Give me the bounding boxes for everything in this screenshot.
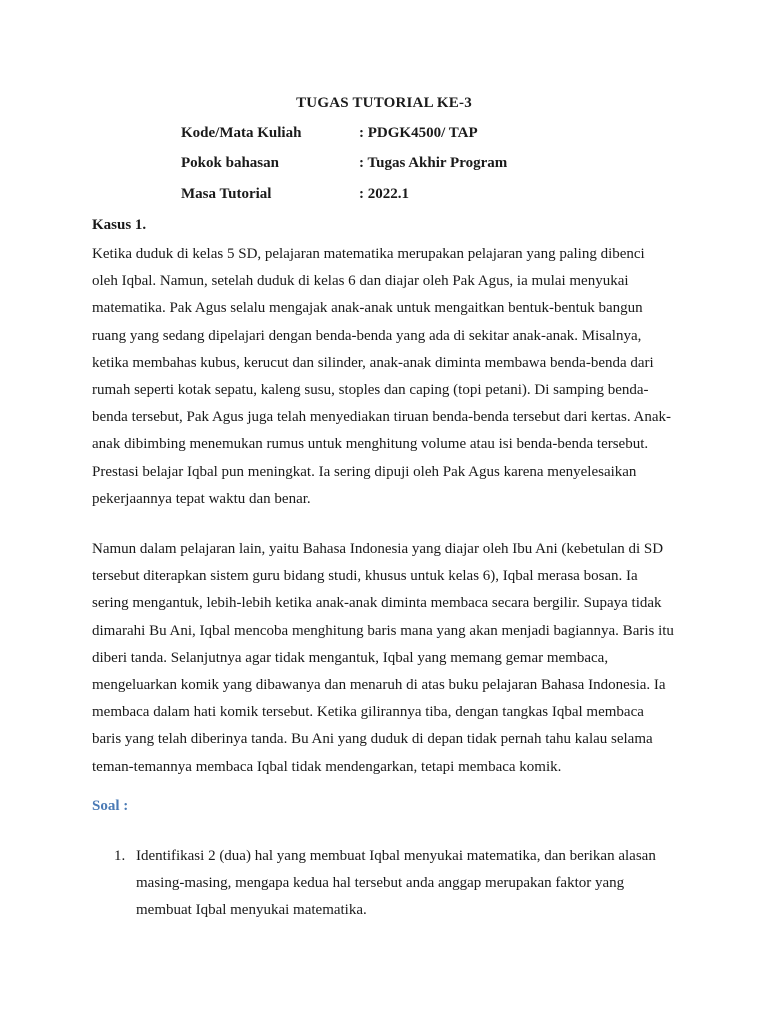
- paragraph-line: membaca dalam hati komik tersebut. Ketika gilirannya tiba, dengan tangkas Iqbal membaca: [92, 704, 644, 721]
- paragraph-line: benda tersebut, Pak Agus juga telah menyediakan tiruan benda-benda tersebut dari kertas. Anak-: [92, 409, 671, 426]
- paragraph-line: matematika. Pak Agus selalu mengajak anak-anak untuk mengaitkan bentuk-bentuk bangun: [92, 300, 643, 317]
- paragraph-line: rumah seperti kotak sepatu, kaleng susu, stoples dan caping (topi petani). Di samping benda-: [92, 381, 649, 398]
- paragraph-line: anak dibimbing menemukan rumus untuk menghitung volume atau isi benda-benda tersebut.: [92, 436, 649, 453]
- paragraph-case-2: [92, 536, 692, 781]
- paragraph-line: diberi tanda. Selanjutnya agar tidak mengantuk, Iqbal yang memang gemar membaca,: [92, 649, 609, 666]
- paragraph-line: Namun dalam pelajaran lain, yaitu Bahasa Indonesia yang diajar oleh Ibu Ani (kebetulan di SD: [92, 541, 664, 557]
- question-number: 1.: [114, 848, 126, 864]
- paragraph-line: mengeluarkan komik yang dibawanya dan menaruh di atas buku pelajaran Bahasa Indonesia. Ia: [92, 676, 666, 693]
- paragraph-case-1: [92, 241, 692, 513]
- meta-label: Kode/Mata Kuliah: [181, 125, 302, 141]
- meta-label: Pokok bahasan: [181, 155, 279, 171]
- paragraph-line: Prestasi belajar Iqbal pun meningkat. Ia sering dipuji oleh Pak Agus karena menyelesaikan: [92, 463, 637, 480]
- paragraph-line: oleh Iqbal. Namun, setelah duduk di kelas 6 dan diajar oleh Pak Agus, ia mulai menyukai: [92, 273, 629, 290]
- paragraph-line: baris yang telah diberinya tanda. Bu Ani yang duduk di depan tidak pernah tahu kalau selama: [92, 731, 653, 748]
- meta-value: : PDGK4500/ TAP: [359, 125, 478, 141]
- paragraph-line: ketika membahas kubus, kerucut dan silinder, anak-anak diminta membawa benda-benda dari: [92, 354, 654, 371]
- meta-label: Masa Tutorial: [181, 186, 272, 202]
- document-title: TUGAS TUTORIAL KE-3: [296, 95, 472, 111]
- paragraph-line: Ketika duduk di kelas 5 SD, pelajaran matematika merupakan pelajaran yang paling dibenci: [92, 246, 645, 262]
- paragraph-line: pekerjaannya tepat waktu dan benar.: [92, 490, 311, 507]
- soal-heading: Soal :: [92, 798, 129, 814]
- paragraph-line: teman-temannya membaca Iqbal tidak mendengarkan, tetapi membaca komik.: [92, 758, 562, 775]
- question-line: Identifikasi 2 (dua) hal yang membuat Iqbal menyukai matematika, dan berikan alasan: [136, 848, 656, 864]
- paragraph-line: dimarahi Bu Ani, Iqbal mencoba menghitung baris mana yang akan menjadi bagiannya. Baris itu: [92, 622, 674, 639]
- meta-value: : Tugas Akhir Program: [359, 155, 508, 171]
- paragraph-line: tersebut diterapkan sistem guru bidang studi, khusus untuk kelas 6), Iqbal merasa bosan. Ia: [92, 568, 638, 585]
- case-heading: Kasus 1.: [92, 217, 147, 233]
- paragraph-line: sering mengantuk, lebih-lebih ketika anak-anak diminta membaca secara bergilir. Supaya tidak: [92, 595, 662, 612]
- paragraph-line: ruang yang sedang dipelajari dengan benda-benda yang ada di sekitar anak-anak. Misalnya,: [92, 327, 642, 344]
- question-text: [136, 843, 656, 925]
- question-line: membuat Iqbal menyukai matematika.: [136, 902, 367, 919]
- question-line: masing-masing, mengapa kedua hal tersebut anda anggap merupakan faktor yang: [136, 875, 625, 892]
- meta-value: : 2022.1: [359, 186, 409, 202]
